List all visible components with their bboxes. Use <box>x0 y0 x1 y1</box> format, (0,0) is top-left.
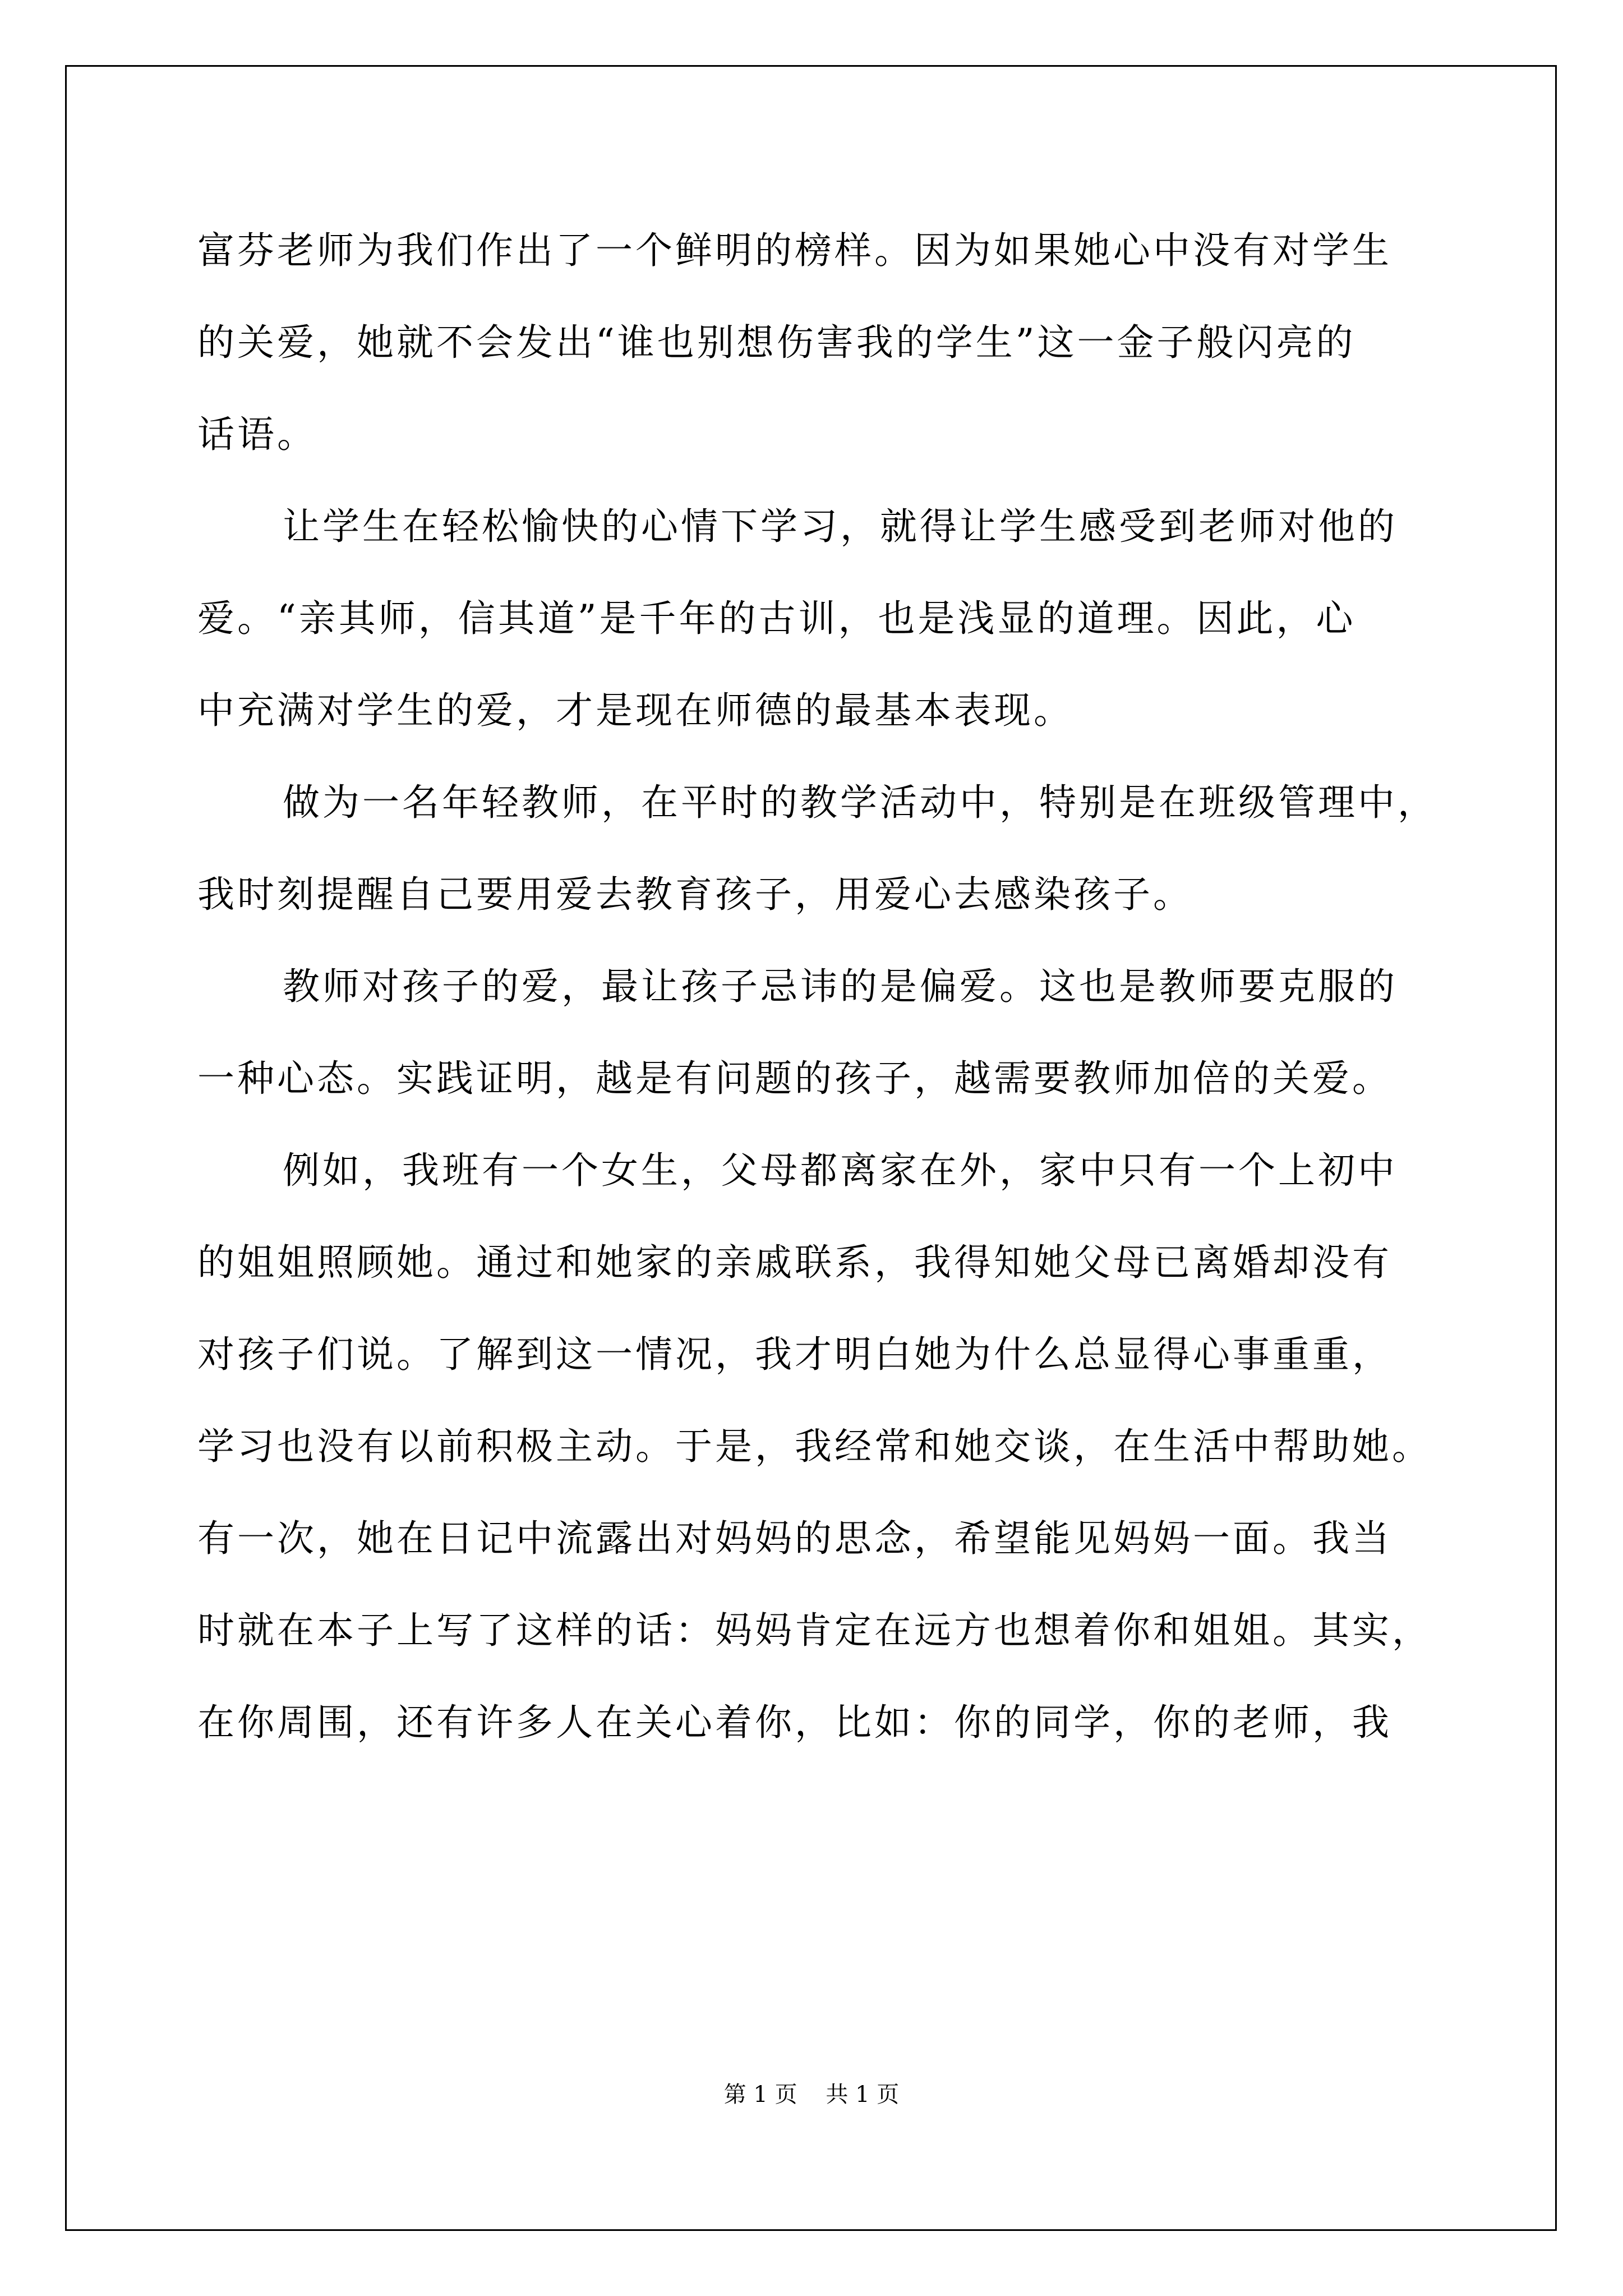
text-line: 我时刻提醒自己要用爱去教育孩子，用爱心去感染孩子。 <box>197 873 1193 916</box>
text-line: 有一次，她在日记中流露出对妈妈的思念，希望能见妈妈一面。我当 <box>197 1517 1392 1560</box>
text-line: 学习也没有以前积极主动。于是，我经常和她交谈，在生活中帮助她。 <box>197 1425 1432 1468</box>
paragraph-first-line: 例如，我班有一个女生，父母都离家在外，家中只有一个上初中 <box>283 1149 1398 1192</box>
text-line: 富芬老师为我们作出了一个鲜明的榜样。因为如果她心中没有对学生 <box>197 229 1392 272</box>
text-line: 的姐姐照顾她。通过和她家的亲戚联系，我得知她父母已离婚却没有 <box>197 1241 1392 1284</box>
document-body <box>197 217 1437 1781</box>
paragraph-first-line: 让学生在轻松愉快的心情下学习，就得让学生感受到老师对他的 <box>283 505 1398 548</box>
text-line: 的关爱，她就不会发出“谁也别想伤害我的学生”这一金子般闪亮的 <box>197 321 1356 364</box>
text-line: 对孩子们说。了解到这一情况，我才明白她为什么总显得心事重重， <box>197 1333 1392 1376</box>
text-line: 时就在本子上写了这样的话：妈妈肯定在远方也想着你和姐姐。其实， <box>197 1609 1432 1652</box>
text-line: 中充满对学生的爱，才是现在师德的最基本表现。 <box>197 689 1073 732</box>
text-line: 爱。“亲其师，信其道”是千年的古训，也是浅显的道理。因此，心 <box>197 597 1356 640</box>
paragraph-first-line: 做为一名年轻教师，在平时的教学活动中，特别是在班级管理中， <box>283 781 1437 824</box>
text-line: 一种心态。实践证明，越是有问题的孩子，越需要教师加倍的关爱。 <box>197 1057 1392 1100</box>
text-line: 在你周围，还有许多人在关心着你，比如：你的同学，你的老师，我 <box>197 1701 1392 1744</box>
page-footer: 第 1 页 共 1 页 <box>723 2082 900 2108</box>
paragraph-first-line: 教师对孩子的爱，最让孩子忌讳的是偏爱。这也是教师要克服的 <box>283 965 1398 1008</box>
text-line: 话语。 <box>197 413 317 456</box>
